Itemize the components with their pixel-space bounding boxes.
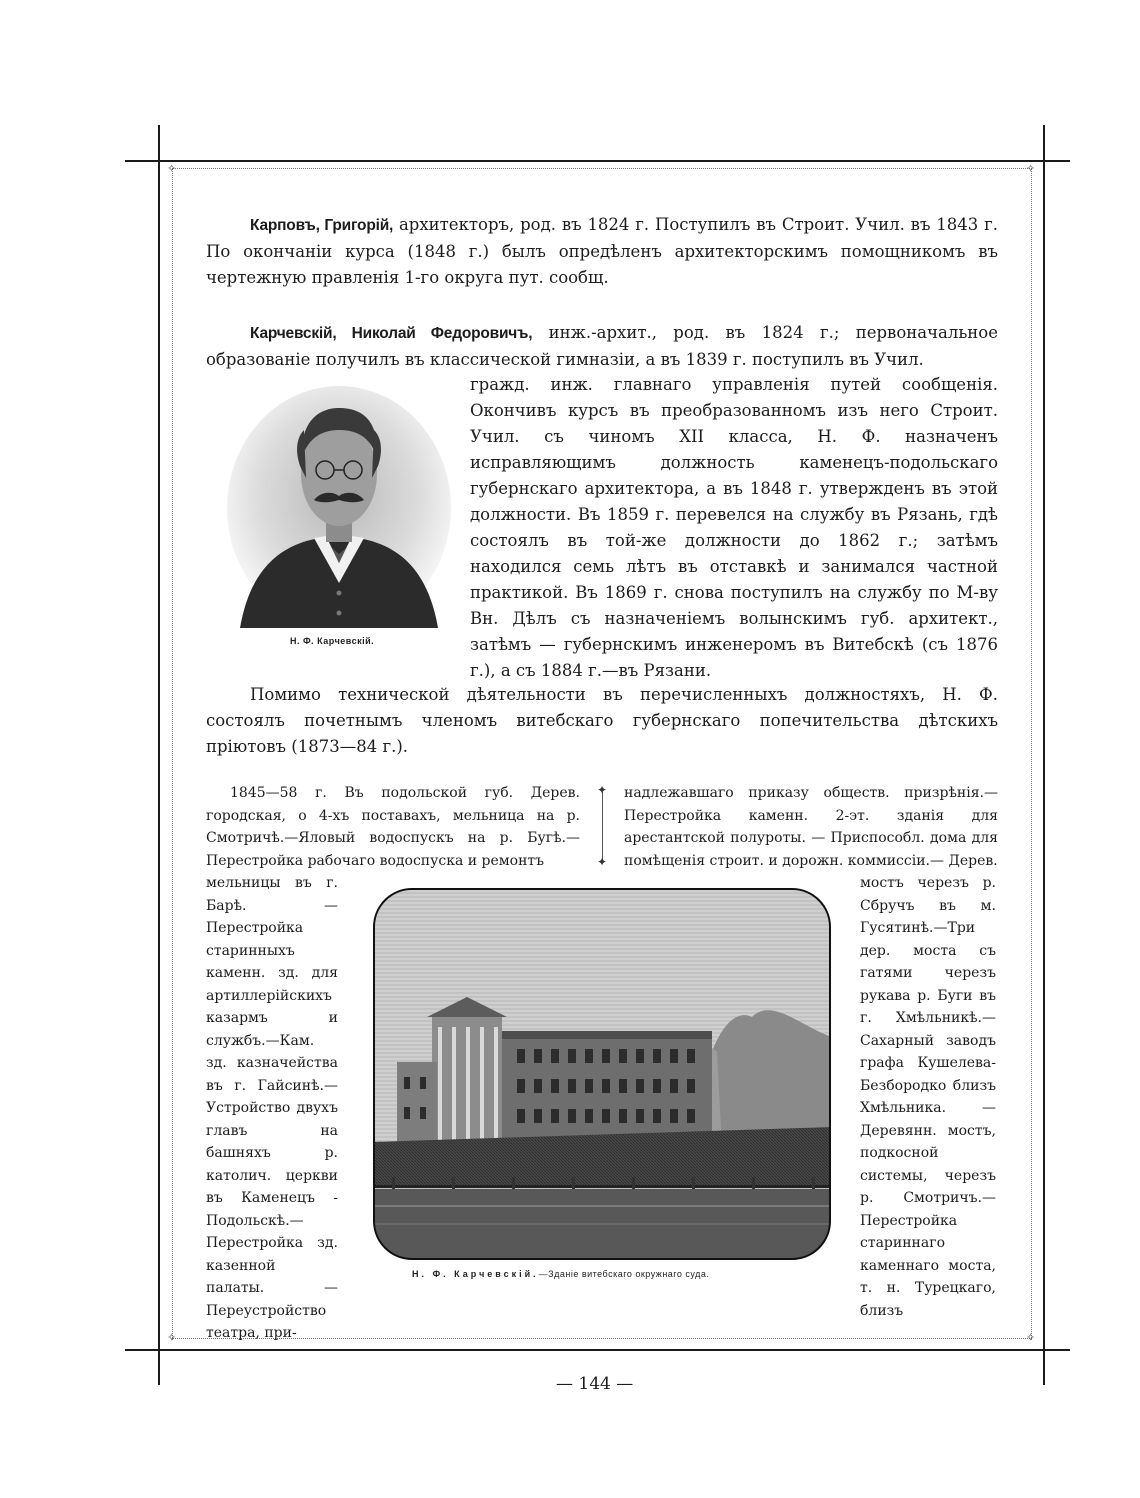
- corner-ornament-bl: ✧: [167, 1331, 177, 1344]
- building-caption-text: —Зданіе витебскаго окружнаго суда.: [538, 1269, 710, 1279]
- building-caption: [412, 1269, 709, 1279]
- frame-inner-top: [172, 168, 1032, 169]
- column-divider-mark-top: ✦: [597, 783, 608, 797]
- entry-karchevsky-name: Карчевскій, Николай Федоровичъ,: [250, 325, 533, 342]
- portrait-karchevsky: [222, 378, 456, 628]
- entry-karchevsky-para2: [206, 682, 998, 760]
- entry-karchevsky-intro: [206, 320, 998, 373]
- portrait-caption: Н. Ф. Карчевскій.: [290, 636, 375, 646]
- works-left-narrow: мельницы въ г. Барѣ. — Перестройка старинныхъ каменн. зд. для артиллерійскихъ казармъ и службъ.—Кам. зд. казначейства въ г. Гайсинѣ.— Устройство двухъ главъ на башняхъ р. католич. церкви въ Каменецъ - Подольскѣ.—Перестройка зд. казенной палаты. —Переустройство театра, при-: [206, 875, 338, 1341]
- entry-karpov: [206, 212, 998, 291]
- building-caption-name: Н. Ф. Карчевскій.: [412, 1269, 539, 1279]
- corner-ornament-tr: ✧: [1026, 162, 1036, 175]
- frame-bottom-rule: [125, 1349, 1070, 1351]
- column-divider: [602, 792, 604, 860]
- frame-top-rule: [125, 160, 1070, 162]
- entry-karpov-name: Карповъ, Григорій,: [250, 217, 394, 234]
- entry-karpov-text: архитекторъ, род. въ 1824 г. Поступилъ въ Строит. Учил. въ 1843 г. По окончаніи курса (1848 г.) былъ опредѣленъ архитекторскимъ помощникомъ въ чертежную правленія 1-го округа пут. сообщ.: [206, 215, 998, 287]
- corner-ornament-tl: ✧: [167, 162, 177, 175]
- frame-inner-right: [1031, 168, 1032, 1340]
- building-engraving: [372, 887, 832, 1261]
- column-divider-mark-bottom: ✦: [597, 855, 608, 869]
- entry-karchevsky-intro-text: инж.-архит., род. въ 1824 г.; первоначальное образованіе получилъ въ классической гимназіи, а въ 1839 г. поступилъ въ Учил.: [206, 323, 999, 369]
- portrait-image: [222, 378, 456, 628]
- page-number: — 144 —: [556, 1374, 634, 1394]
- frame-left-rule: [158, 125, 160, 1385]
- works-col-left-top: 1845—58 г. Въ подольской губ. Дерев. городская, о 4-хъ поставахъ, мельница на р. Смотричѣ.—Яловый водоспускъ на р. Бугѣ.— Перестройка рабочаго водоспуска и ремонтъ: [206, 785, 580, 869]
- frame-inner-left: [172, 168, 173, 1340]
- corner-ornament-br: ✧: [1026, 1331, 1036, 1344]
- building-image: [372, 887, 832, 1261]
- entry-karchevsky-career: гражд. инж. главнаго управленія путей сообщенія. Окончивъ курсъ въ преобразованномъ изъ него Строит. Учил. съ чиномъ XII класса, Н. Ф. назначенъ исправляющимъ должность каменецъ-подольскаго губернскаго архитектора, а въ 1848 г. утвержденъ въ этой должности. Въ 1859 г. перевелся на службу въ Рязань, гдѣ состоялъ въ той-же должности до 1862 г.; затѣмъ находился семь лѣтъ въ отставкѣ и занимался частной практикой. Въ 1869 г. снова поступилъ на службу по М-ву Вн. Дѣлъ съ назначеніемъ волынскимъ губ. архитект., затѣмъ — губернскимъ инженеромъ въ Витебскѣ (съ 1876 г.), а съ 1884 г.—въ Рязани.: [470, 375, 998, 680]
- works-right-narrow: мостъ черезъ р. Сбручъ въ м. Гусятинѣ.—Три дер. моста съ гатями черезъ рукава р. Буги въ г. Хмѣльникѣ.— Сахарный заводъ графа Кушелева-Безбородко близъ Хмѣльника. — Деревянн. мостъ, подкосной системы, черезъ р. Смотричъ.— Перестройка стариннаго каменнаго моста, т. н. Турецкаго, близъ: [860, 875, 996, 1319]
- works-col-right-top: надлежавшаго приказу обществ. призрѣнія.— Перестройка каменн. 2-эт. зданія для арестантской полуроты. — Приспособл. дома для помѣщенія строит. и дорожн. коммиссіи.— Дерев.: [624, 785, 998, 869]
- entry-karchevsky-para2-text: Помимо технической дѣятельности въ перечисленныхъ должностяхъ, Н. Ф. состоялъ почетнымъ членомъ витебскаго губернскаго попечительства дѣтскихъ пріютовъ (1873—84 г.).: [206, 685, 998, 756]
- frame-right-rule: [1043, 125, 1045, 1385]
